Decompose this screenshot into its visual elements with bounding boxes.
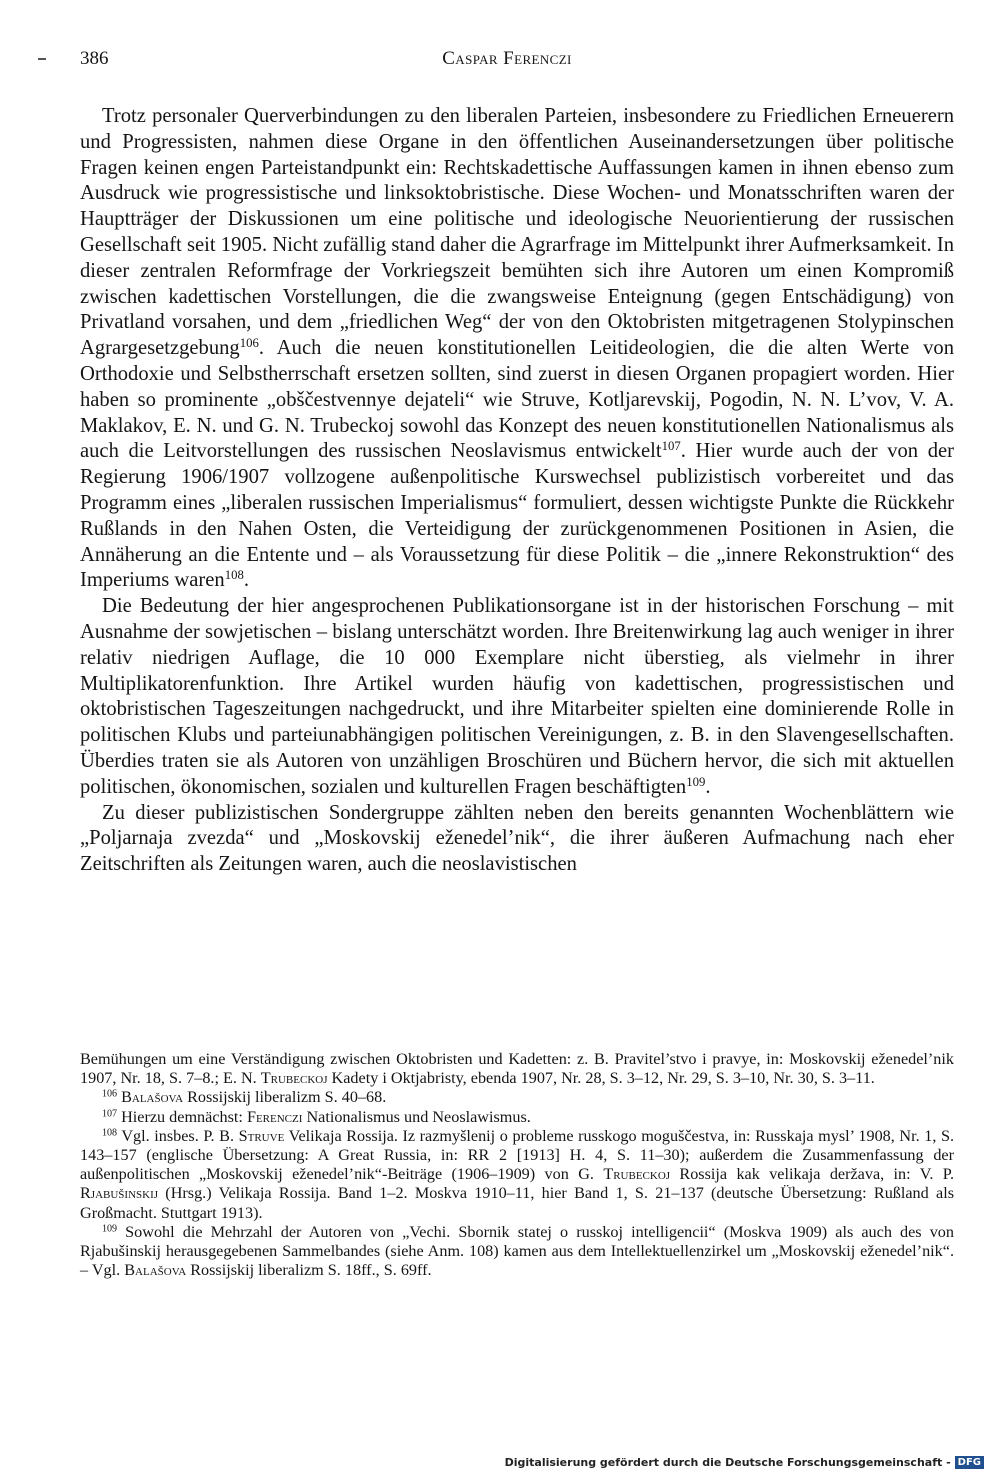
credit-text: Digitalisierung gefördert durch die Deutsche Forschungsgemeinschaft - xyxy=(504,1456,951,1469)
author-name: Rjabušinskij xyxy=(80,1184,159,1203)
text-run: Rossijskij liberalizm S. 40–68. xyxy=(183,1088,387,1107)
text-run: Vgl. insbes. P. B. xyxy=(117,1126,239,1145)
page-header xyxy=(80,48,934,76)
author-name: Balašova xyxy=(124,1261,187,1280)
footnote-ref: 109 xyxy=(102,1223,118,1235)
author-name: Ferenczi xyxy=(246,1107,303,1126)
footnote-ref: 106 xyxy=(239,336,259,351)
page-number: 386 xyxy=(80,48,109,69)
footnote-ref: 109 xyxy=(686,774,706,789)
main-text xyxy=(80,104,954,878)
text-run: . xyxy=(243,569,249,592)
paragraph-3 xyxy=(80,801,954,878)
text-run: Kadety i Oktjabristy, ebenda 1907, Nr. 28, S. 3–12, Nr. 29, S. 3–10, Nr. 30, S. 3–11. xyxy=(327,1069,875,1088)
text-run: . Auch die neuen konstitutionellen Leitideologien, die die alten Werte von Orthodoxie und Selbstherrschaft ersetzen sollten, sind zuerst in diesen Organen propagiert worden. Hier haben so prominente „obščestvennye dejateli“ wie Struve, Kotljarevskij, Pogodin, N. N. L’vov, V. A. Maklakov, E. N. und G. N. Trubeckoj sowohl das Konzept des neuen konstitutionellen Nationalismus als auch die Leitvorstellungen des russischen Neoslavismus entwickelt xyxy=(80,337,954,463)
dfg-logo: DFG xyxy=(955,1456,984,1469)
text-run: Nationalismus und Neoslawismus. xyxy=(302,1107,531,1126)
digitization-credit xyxy=(505,1456,984,1469)
author-name: Trubeckoj xyxy=(603,1165,671,1184)
text-run: Rossijskij liberalizm S. 18ff., S. 69ff. xyxy=(186,1261,432,1280)
text-run: . xyxy=(705,775,711,798)
paragraph-2 xyxy=(80,594,954,800)
footnote-ref: 107 xyxy=(661,439,681,454)
text-run: Zu dieser publizistischen Sondergruppe zählten neben den bereits genannten Wochenblättern wie „Poljarnaja zvezda“ und „Moskovskij eženedel’nik“, die ihrer äußeren Aufmachung nach eher Zeitschriften als Zeitungen waren, auch die neoslavistischen xyxy=(80,801,954,876)
text-run: (Hrsg.) Velikaja Rossija. Band 1–2. Moskva 1910–11, hier Band 1, S. 21–137 (deutsche Übersetzung: Rußland als Großmacht. Stuttgart 1913). xyxy=(80,1184,954,1222)
footnotes xyxy=(80,1050,954,1280)
footnote-ref: 107 xyxy=(102,1108,118,1120)
footnote-108 xyxy=(80,1127,954,1223)
text-run: Velikaja Rossija. Iz razmyšlenij o probleme russkogo moguščestva, in: Russkaja mysl’ 1908, Nr. 1, S. 143–157 (englische Übersetzung: A Great Russia, in: RR 2 [1913] H. 4, S. 11–30); außerdem die Zusammenfassung der außenpolitischen „Moskovskij eženedel’nik“-Beiträge (1906–1909) von G. xyxy=(80,1126,955,1184)
footnote-106 xyxy=(80,1088,954,1107)
scan-margin-mark xyxy=(38,58,46,60)
author-name: Trubeckoj xyxy=(260,1069,328,1088)
author-name: Balašova xyxy=(121,1088,184,1107)
text-run: Bemühungen um eine Verständigung zwischen Oktobristen und Kadetten: z. B. Pravitel’stvo i pravye, in: Moskovskij eženedel’nik 1907, Nr. 18, S. 7–8.; E. N. xyxy=(80,1050,954,1088)
running-title: Caspar Ferenczi xyxy=(442,48,572,69)
text-run: Trotz personaler Querverbindungen zu den liberalen Parteien, insbesondere zu Friedlichen Erneuerern und Progressisten, nahmen diese Organe in den öffentlichen Auseinandersetzungen über politische Fragen keinen engen Parteistandpunkt ein: Rechtskadettische Auffassungen kamen in ihnen ebenso zum Ausdruck wie progressistische und linksoktobristische. Diese Wochen- und Monatsschriften waren der Hauptträger der Diskussionen um eine politische und ideologische Neuorientierung der russischen Gesellschaft seit 1905. Nicht zufällig stand daher die Agrarfrage im Mittelpunkt ihrer Aufmerksamkeit. In dieser zentralen Reformfrage der Vorkriegszeit bemühten sich ihre Autoren um einen Kompromiß zwischen kadettischen Vorstellungen, die die zwangsweise Enteignung (gegen Entschädigung) von Privatland vorsahen, und dem „friedlichen Weg“ der von den Oktobristen mitgetragenen Stolypinschen Agrargesetzgebung xyxy=(80,105,954,360)
text-run: Hierzu demnächst: xyxy=(117,1107,247,1126)
author-name: Struve xyxy=(238,1126,285,1145)
footnote-ref: 108 xyxy=(224,568,244,583)
text-run: . Hier wurde auch der von der Regierung 1906/1907 vollzogene außenpolitische Kurswechsel publizistisch vorbereitet und das Programm eines „liberalen russischen Imperialismus“ formuliert, dessen wichtigste Punkte die Rückkehr Rußlands in den Nahen Osten, die Verteidigung der zurückgenommenen Positionen in Asien, die Annäherung an die Entente und – als Voraussetzung für diese Politik – die „innere Rekonstruktion“ des Imperiums waren xyxy=(80,440,954,592)
text-run: Sowohl die Mehrzahl der Autoren von „Vechi. Sbornik statej o russkoj intelligencii“ (Moskva 1909) als auch des von Rjabušinskij herausgegebenen Sammelbandes (siehe Anm. 108) kamen aus dem Intellektuellenzirkel um „Moskovskij eženedel’nik“. – Vgl. xyxy=(80,1222,954,1280)
footnote-ref: 108 xyxy=(102,1127,118,1139)
text-run: Die Bedeutung der hier angesprochenen Publikationsorgane ist in der historischen Forschung – mit Ausnahme der sowjetischen – bislang unterschätzt worden. Ihre Breitenwirkung lag auch weniger in ihrer relativ niedrigen Auflage, die 10 000 Exemplare nicht überstieg, als vielmehr in ihrer Multiplikatorenfunktion. Ihre Artikel wurden häufig von kadettischen, progressistischen und oktobristischen Tageszeitungen nachgedruckt, und ihre Mitarbeiter spielten eine dominierende Rolle in politischen Klubs und parteiunabhängigen politischen Vereinigungen, z. B. in den Slavengesellschaften. Überdies traten sie als Autoren von unzähligen Broschüren und Büchern hervor, die sich mit aktuellen politischen, ökonomischen, sozialen und kulturellen Fragen beschäftigten xyxy=(80,595,954,798)
footnote-continuation xyxy=(80,1050,954,1088)
paragraph-1 xyxy=(80,104,954,594)
text-run: Rossija kak velikaja deržava, in: V. P. xyxy=(670,1165,955,1184)
footnote-109 xyxy=(80,1223,954,1281)
footnote-107 xyxy=(80,1108,954,1127)
footnote-ref: 106 xyxy=(102,1088,118,1100)
